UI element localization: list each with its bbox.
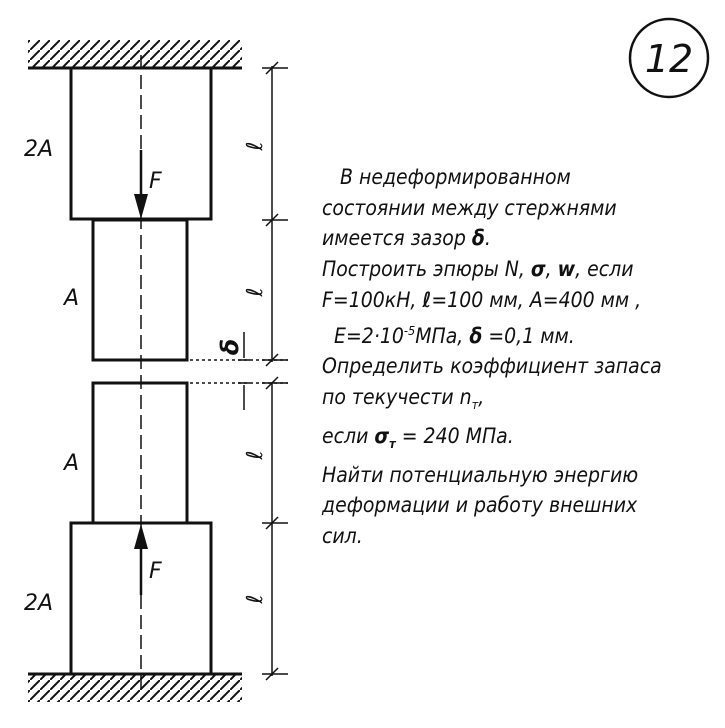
statement-line-11: деформации и работу внешних	[322, 493, 638, 518]
length-label-3: ℓ	[243, 450, 268, 460]
problem-number: 12	[644, 37, 694, 81]
length-label-4: ℓ	[243, 594, 268, 604]
length-label-1: ℓ	[243, 141, 268, 151]
bar-segment-lower-A	[93, 383, 187, 523]
statement-line-6: $E=2\cdot 10^{-5}МПа$, δ =0,1 мм.	[334, 322, 575, 348]
force-label-top: F	[149, 169, 162, 194]
statement-line-10: Найти потенциальную энергию	[322, 462, 639, 487]
area-label-bottom: 2A	[24, 591, 54, 616]
statement-line-12: сил.	[322, 524, 363, 549]
statement-line-9: если $\sigma_т = 240$ МПа.	[322, 423, 514, 451]
statement-line-1: В недеформированном	[340, 165, 571, 189]
dimension-lines	[190, 62, 288, 680]
bottom-fixed-support	[28, 674, 242, 702]
statement-line-7: Определить коэффициент запаса	[322, 354, 662, 379]
problem-statement	[322, 162, 682, 552]
force-arrow-down	[134, 150, 148, 219]
area-label-top: 2A	[24, 137, 54, 162]
statement-line-4: Построить эпюры N, σ, w, если	[322, 257, 634, 282]
area-label-mid-upper: A	[64, 286, 80, 311]
top-fixed-support	[28, 40, 242, 68]
force-arrow-up	[134, 524, 148, 595]
statement-line-2: состоянии между стержнями	[322, 195, 617, 220]
force-label-bottom: F	[149, 559, 162, 584]
statement-line-5: F=100кН, ℓ=100 мм, A=400 мм ,	[322, 287, 642, 312]
area-label-mid-lower: A	[64, 451, 80, 476]
gap-delta-label: δ	[216, 338, 244, 356]
length-label-2: ℓ	[243, 287, 268, 297]
bar-segment-upper-A	[93, 220, 187, 360]
statement-line-8: по текучести $n_т$,	[322, 384, 485, 413]
statement-line-3: имеется зазор δ.	[322, 226, 491, 251]
